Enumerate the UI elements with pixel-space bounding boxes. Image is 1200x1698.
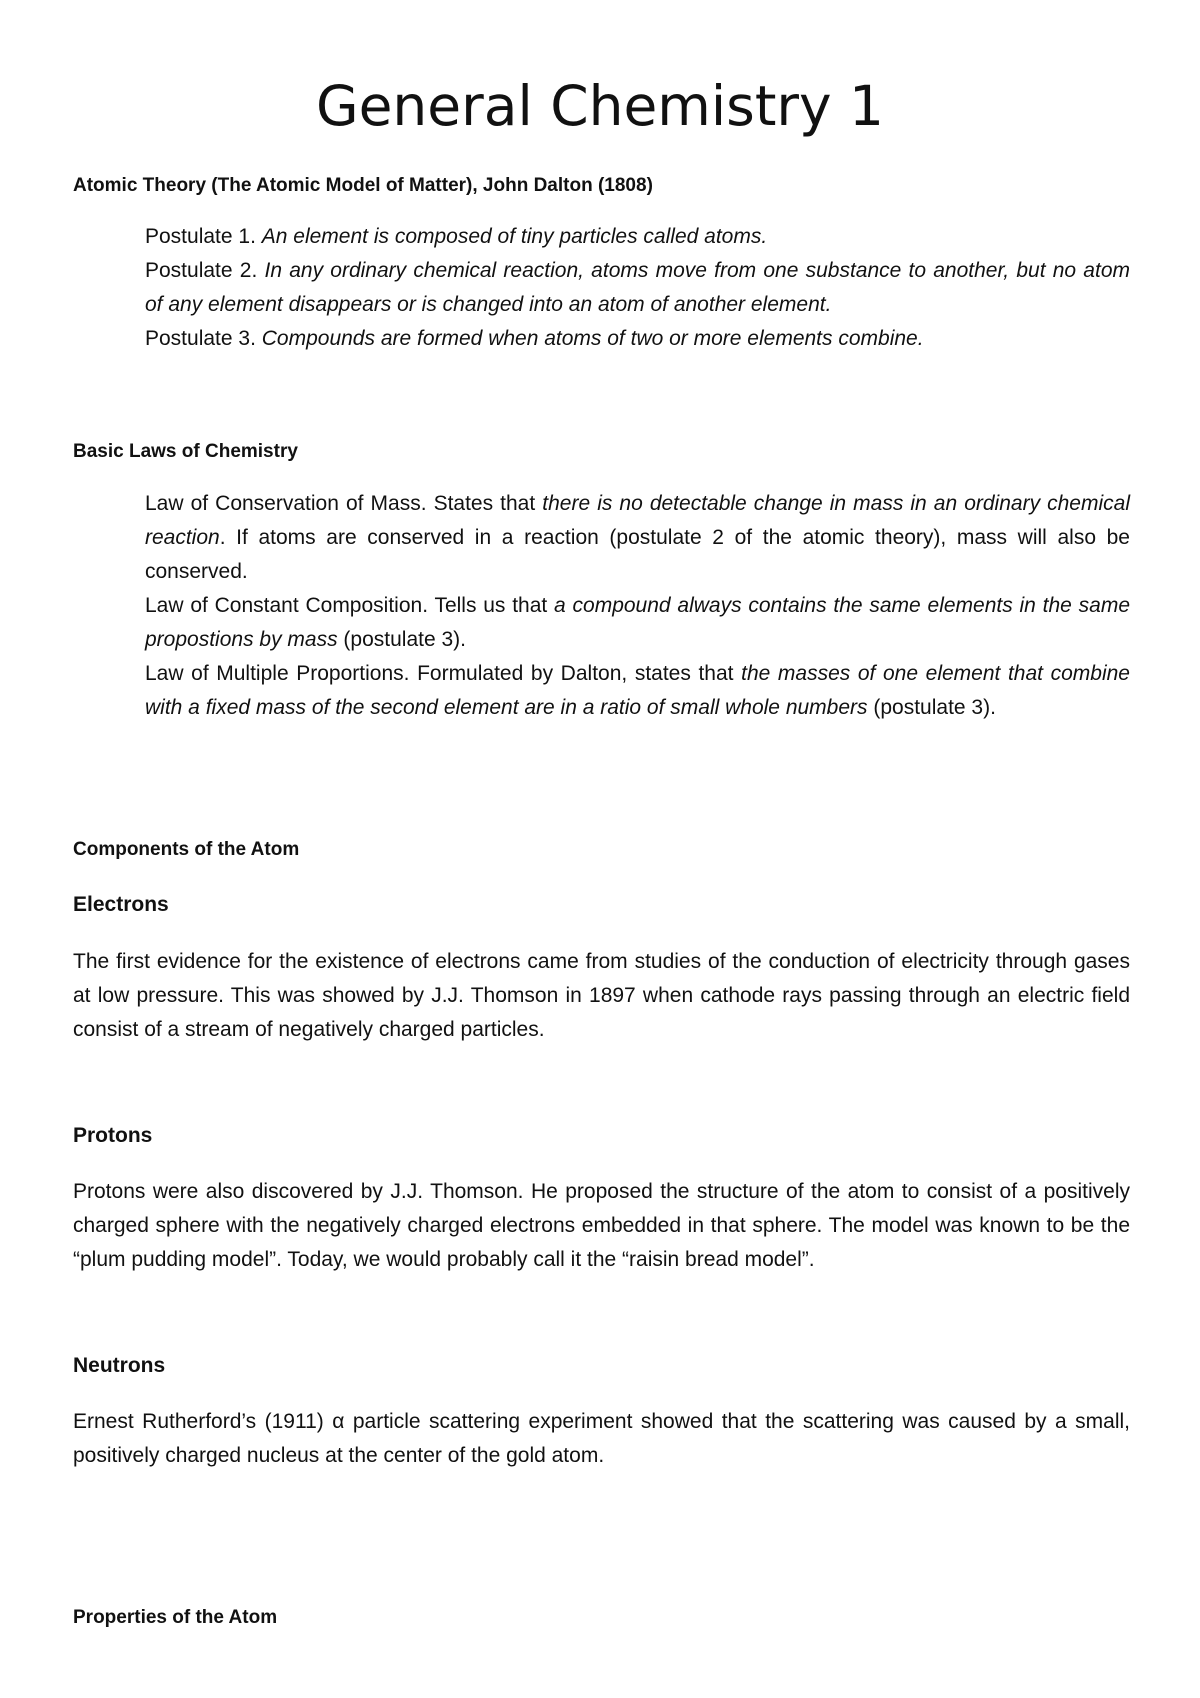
law-statement: there is no detectable change in mass in an ordinary chemical reaction [145,492,1130,549]
law-tail: . If atoms are conserved in a reaction (postulate 2 of the atomic theory), mass will also be conserved. [145,526,1130,583]
postulate-label: Postulate 2. [145,259,265,282]
properties-heading: Properties of the Atom [73,1607,278,1628]
neutrons-text: Ernest Rutherford’s (1911) α particle scattering experiment showed that the scattering was caused by a small, positively charged nucleus at the center of the gold atom. [73,1410,1130,1467]
basic-laws-heading: Basic Laws of Chemistry [73,441,298,462]
electrons-paragraph [73,945,1130,1047]
atomic-theory-heading: Atomic Theory (The Atomic Model of Matter), John Dalton (1808) [73,175,653,196]
law-statement: the masses of one element that combine with a fixed mass of the second element are in a ratio of small whole numbers [145,662,1130,719]
neutrons-subheading: Neutrons [73,1354,166,1377]
postulate-3 [145,322,1130,356]
law-tail: (postulate 3). [867,696,996,719]
law-lead: Law of Multiple Proportions. Formulated by Dalton, states that [145,662,742,685]
electrons-subheading: Electrons [73,893,169,916]
postulate-2 [145,254,1130,322]
law-lead: Law of Constant Composition. Tells us that [145,594,555,617]
postulate-label: Postulate 3. [145,327,262,350]
law-conservation-of-mass [145,487,1130,589]
protons-subheading: Protons [73,1124,153,1147]
postulate-text: In any ordinary chemical reaction, atoms move from one substance to another, but no atom of any element disappears or is changed into an atom of another element. [145,259,1130,316]
neutrons-paragraph [73,1405,1130,1473]
law-multiple-proportions [145,657,1130,725]
postulate-1 [145,220,1130,254]
law-lead: Law of Conservation of Mass. States that [145,492,543,515]
postulate-text: An element is composed of tiny particles called atoms. [261,225,768,248]
electrons-text: The first evidence for the existence of electrons came from studies of the conduction of electricity through gases at low pressure. This was showed by J.J. Thomson in 1897 when cathode rays passing through an electric field consist of a stream of negatively charged particles. [73,950,1130,1041]
laws-list [145,487,1130,725]
protons-paragraph [73,1175,1130,1277]
postulates-list [145,220,1130,356]
page-title: General Chemistry 1 [315,74,885,138]
law-statement: a compound always contains the same elements in the same propostions by mass [145,594,1130,651]
protons-text: Protons were also discovered by J.J. Thomson. He proposed the structure of the atom to consist of a positively charged sphere with the negatively charged electrons embedded in that sphere. The model was known to be the “plum pudding model”. Today, we would probably call it the “raisin bread model”. [73,1180,1130,1271]
postulate-text: Compounds are formed when atoms of two or more elements combine. [261,327,924,350]
postulate-label: Postulate 1. [145,225,262,248]
law-tail: (postulate 3). [337,628,466,651]
components-heading: Components of the Atom [73,839,300,860]
law-constant-composition [145,589,1130,657]
